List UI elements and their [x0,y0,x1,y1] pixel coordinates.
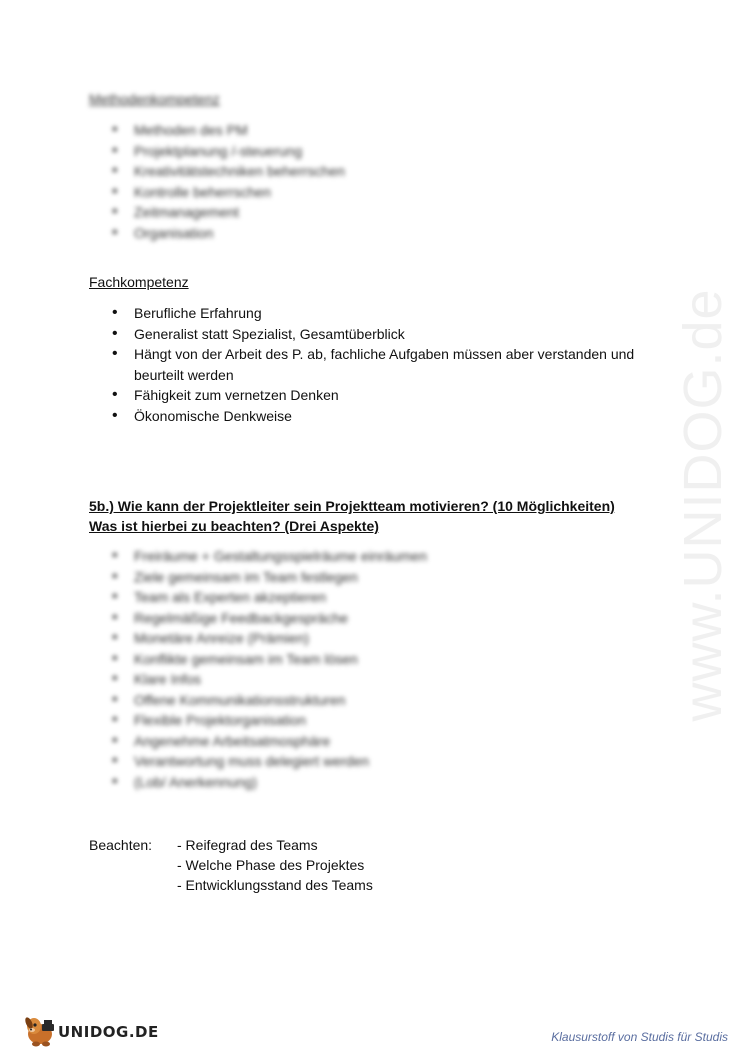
list-item: • Monetäre Anreize (Prämien) [112,628,652,649]
list-item: • Kontrolle beherrschen [112,182,652,203]
fach-list [112,303,652,426]
list-item: • Projektplanung /-steuerung [112,141,652,162]
list-item: • Offene Kommunikationsstrukturen [112,690,652,711]
fach-heading: Fachkompetenz [89,274,189,290]
method-heading: Methodenkompetenz [89,91,220,107]
answers-list [112,546,652,792]
footer-tagline: Klausurstoff von Studis für Studis [551,1030,728,1044]
list-item: • Konflikte gemeinsam im Team lösen [112,649,652,670]
list-item: • Verantwortung muss delegiert werden [112,751,652,772]
question-line-2: Was ist hierbei zu beachten? (Drei Aspekte) [89,518,379,534]
list-item: • Methoden des PM [112,120,652,141]
question-line-1: 5b.) Wie kann der Projektleiter sein Projektteam motivieren? (10 Möglichkeiten) [89,498,615,514]
unidog-logo [22,1010,157,1050]
notes-label: Beachten: [89,837,153,853]
logo-text: UNIDOG.DE [58,1023,159,1041]
list-item: • Team als Experten akzeptieren [112,587,652,608]
list-item: • Organisation [112,223,652,244]
list-item: • Hängt von der Arbeit des P. ab, fachliche Aufgaben müssen aber verstanden und beurteilt werden [112,344,652,385]
list-item: • Freiräume + Gestaltungsspielräume einräumen [112,546,652,567]
list-item: • Ziele gemeinsam im Team festlegen [112,567,652,588]
dog-mascot-icon [22,1014,58,1048]
list-item: • (Lob/ Anerkennung) [112,772,652,793]
list-item: • Klare Infos [112,669,652,690]
list-item: • Generalist statt Spezialist, Gesamtüberblick [112,324,652,345]
list-item: • Kreativitätstechniken beherrschen [112,161,652,182]
watermark: www.UNIDOG.de [673,288,733,722]
list-item: • Berufliche Erfahrung [112,303,652,324]
list-item: • Regelmäßige Feedbackgespräche [112,608,652,629]
list-item: • Fähigkeit zum vernetzen Denken [112,385,652,406]
list-item: • Ökonomische Denkweise [112,406,652,427]
list-item: • Flexible Projektorganisation [112,710,652,731]
note-item: - Entwicklungsstand des Teams [177,877,373,893]
list-item: • Angenehme Arbeitsatmosphäre [112,731,652,752]
notes-items [177,835,477,895]
note-item: - Welche Phase des Projektes [177,857,365,873]
method-list [112,120,652,243]
list-item: • Zeitmanagement [112,202,652,223]
note-item: - Reifegrad des Teams [177,837,318,853]
